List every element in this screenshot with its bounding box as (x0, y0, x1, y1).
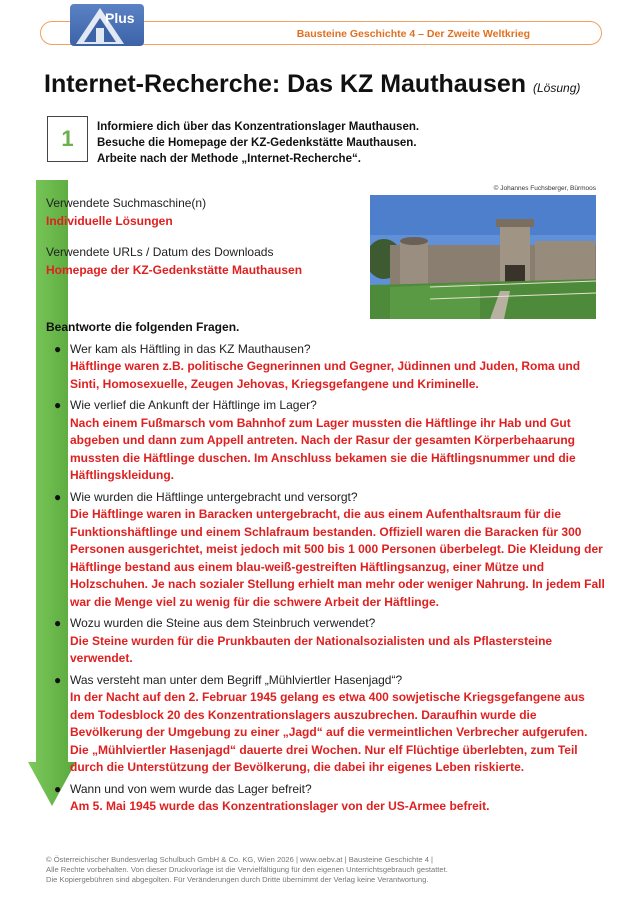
field-label: Verwendete URLs / Datum des Downloads (46, 245, 274, 259)
task-number-box (47, 116, 88, 162)
field-urls (46, 244, 606, 279)
question-answer: Die Steine wurden für die Prunkbauten der Nationalsozialisten und als Pflastersteine verwendet. (70, 633, 553, 665)
field-search-engine (46, 195, 606, 230)
question-text: Wie wurden die Häftlinge untergebracht und versorgt? (70, 489, 358, 504)
question-item (46, 615, 606, 668)
question-text: Wann und von wem wurde das Lager befreit? (70, 781, 312, 796)
field-label: Verwendete Suchmaschine(n) (46, 196, 207, 210)
header-subject: Bausteine Geschichte 4 – Der Zweite Weltkrieg (296, 28, 530, 40)
bullet-icon: ● (54, 781, 62, 796)
task-instructions (97, 119, 419, 167)
task-line: Besuche die Homepage der KZ-Gedenkstätte Mauthausen. (97, 137, 417, 149)
bullet-icon: ● (54, 398, 62, 412)
question-text: Wozu wurden die Steine aus dem Steinbruch verwendet? (70, 616, 376, 630)
question-item (46, 341, 606, 394)
question-item (46, 672, 606, 777)
question-text: Wer kam als Häftling in das KZ Mauthausen? (70, 341, 311, 356)
question-answer: Die Häftlinge waren in Baracken untergebracht, die aus einem Aufenthaltsraum für die Funktionshäftlinge und einem Schlafraum bestanden. Offiziell waren die Baracken für 300 Personen ausgerichtet, meist jedoch mit 500 bis 1 000 Personen überbelegt. Die Kleidung der Häftlinge bestand aus einem blau-weiß-gestreiften Häftlingsanzug, einer Mütze und Holzschuhen. Je nach sozialer Stellung erhielt man mehr oder weniger Nahrung. In jedem Fall war die Menge viel zu wenig für die schwere Arbeit der Häftlinge. (70, 507, 605, 609)
question-item (46, 489, 606, 612)
field-answer: Individuelle Lösungen (46, 213, 173, 228)
question-answer: Am 5. Mai 1945 wurde das Konzentrationslager von der US-Armee befreit. (70, 799, 490, 813)
task-line: Arbeite nach der Methode „Internet-Recherche“. (97, 153, 361, 165)
task-number: 1 (61, 126, 74, 151)
page-title (44, 70, 580, 99)
worksheet-content (46, 195, 606, 816)
question-answer: Nach einem Fußmarsch vom Bahnhof zum Lager mussten die Häftlinge ihr Hab und Gut abgeben und dann zum Appell antreten. Nach der Rasur der gesamten Körperbehaarung mussten die Häftlinge duschen. Im Anschluss bekamen sie die Häftlingsnummer und die Häftlingskleidung. (70, 415, 576, 482)
questions-heading: Beantworte die folgenden Fragen. (46, 320, 240, 334)
copyright-footer (46, 855, 448, 885)
bullet-icon: ● (54, 672, 62, 687)
question-item (46, 781, 606, 816)
bullet-icon: ● (54, 489, 62, 504)
footer-line: Alle Rechte vorbehalten. Von dieser Druckvorlage ist die Vervielfältigung für den eigenen Unterrichtsgebrauch gestattet. (46, 865, 448, 874)
bullet-icon: ● (54, 341, 62, 356)
question-item (46, 397, 606, 485)
footer-line: © Österreichischer Bundesverlag Schulbuch GmbH & Co. KG, Wien 2026 | www.oebv.at | Bausteine Geschichte 4 | (46, 855, 434, 864)
photo-credit: © Johannes Fuchsberger, Bürmoos (493, 185, 596, 192)
question-answer: In der Nacht auf den 2. Februar 1945 gelang es etwa 400 sowjetische Kriegsgefangene aus dem Todesblock 20 des Konzentrationslagers auszubrechen. Daraufhin wurde die Bevölkerung der Umgebung zu einer „Jagd“ auf die vermeintlichen Verbrecher aufgerufen. Die „Mühlviertler Hasenjagd“ dauerte drei Wochen. Nur elf Flüchtige überlebten, zum Teil durch die Unterstützung der Bevölkerung, die dabei ihr eigenes Leben riskierte. (70, 690, 588, 774)
question-text: Was versteht man unter dem Begriff „Mühlviertler Hasenjagd“? (70, 672, 403, 687)
title-main: Internet-Recherche: Das KZ Mauthausen (44, 70, 527, 98)
field-answer: Homepage der KZ-Gedenkstätte Mauthausen (46, 262, 303, 277)
logo-label: Plus (105, 10, 135, 26)
footer-line: Die Kopiergebühren sind abgegolten. Für Veränderungen durch Dritte übernimmt der Verlag keine Verantwortung. (46, 875, 429, 884)
bullet-icon: ● (54, 616, 62, 630)
question-answer: Häftlinge waren z.B. politische Gegnerinnen und Gegner, Jüdinnen und Juden, Roma und Sinti, Homosexuelle, Zeugen Jehovas, Kriegsgefangene und Kriminelle. (70, 359, 581, 391)
task-line: Informiere dich über das Konzentrationslager Mauthausen. (97, 121, 420, 133)
question-text: Wie verlief die Ankunft der Häftlinge im Lager? (70, 398, 317, 412)
title-suffix: (Lösung) (533, 81, 581, 95)
